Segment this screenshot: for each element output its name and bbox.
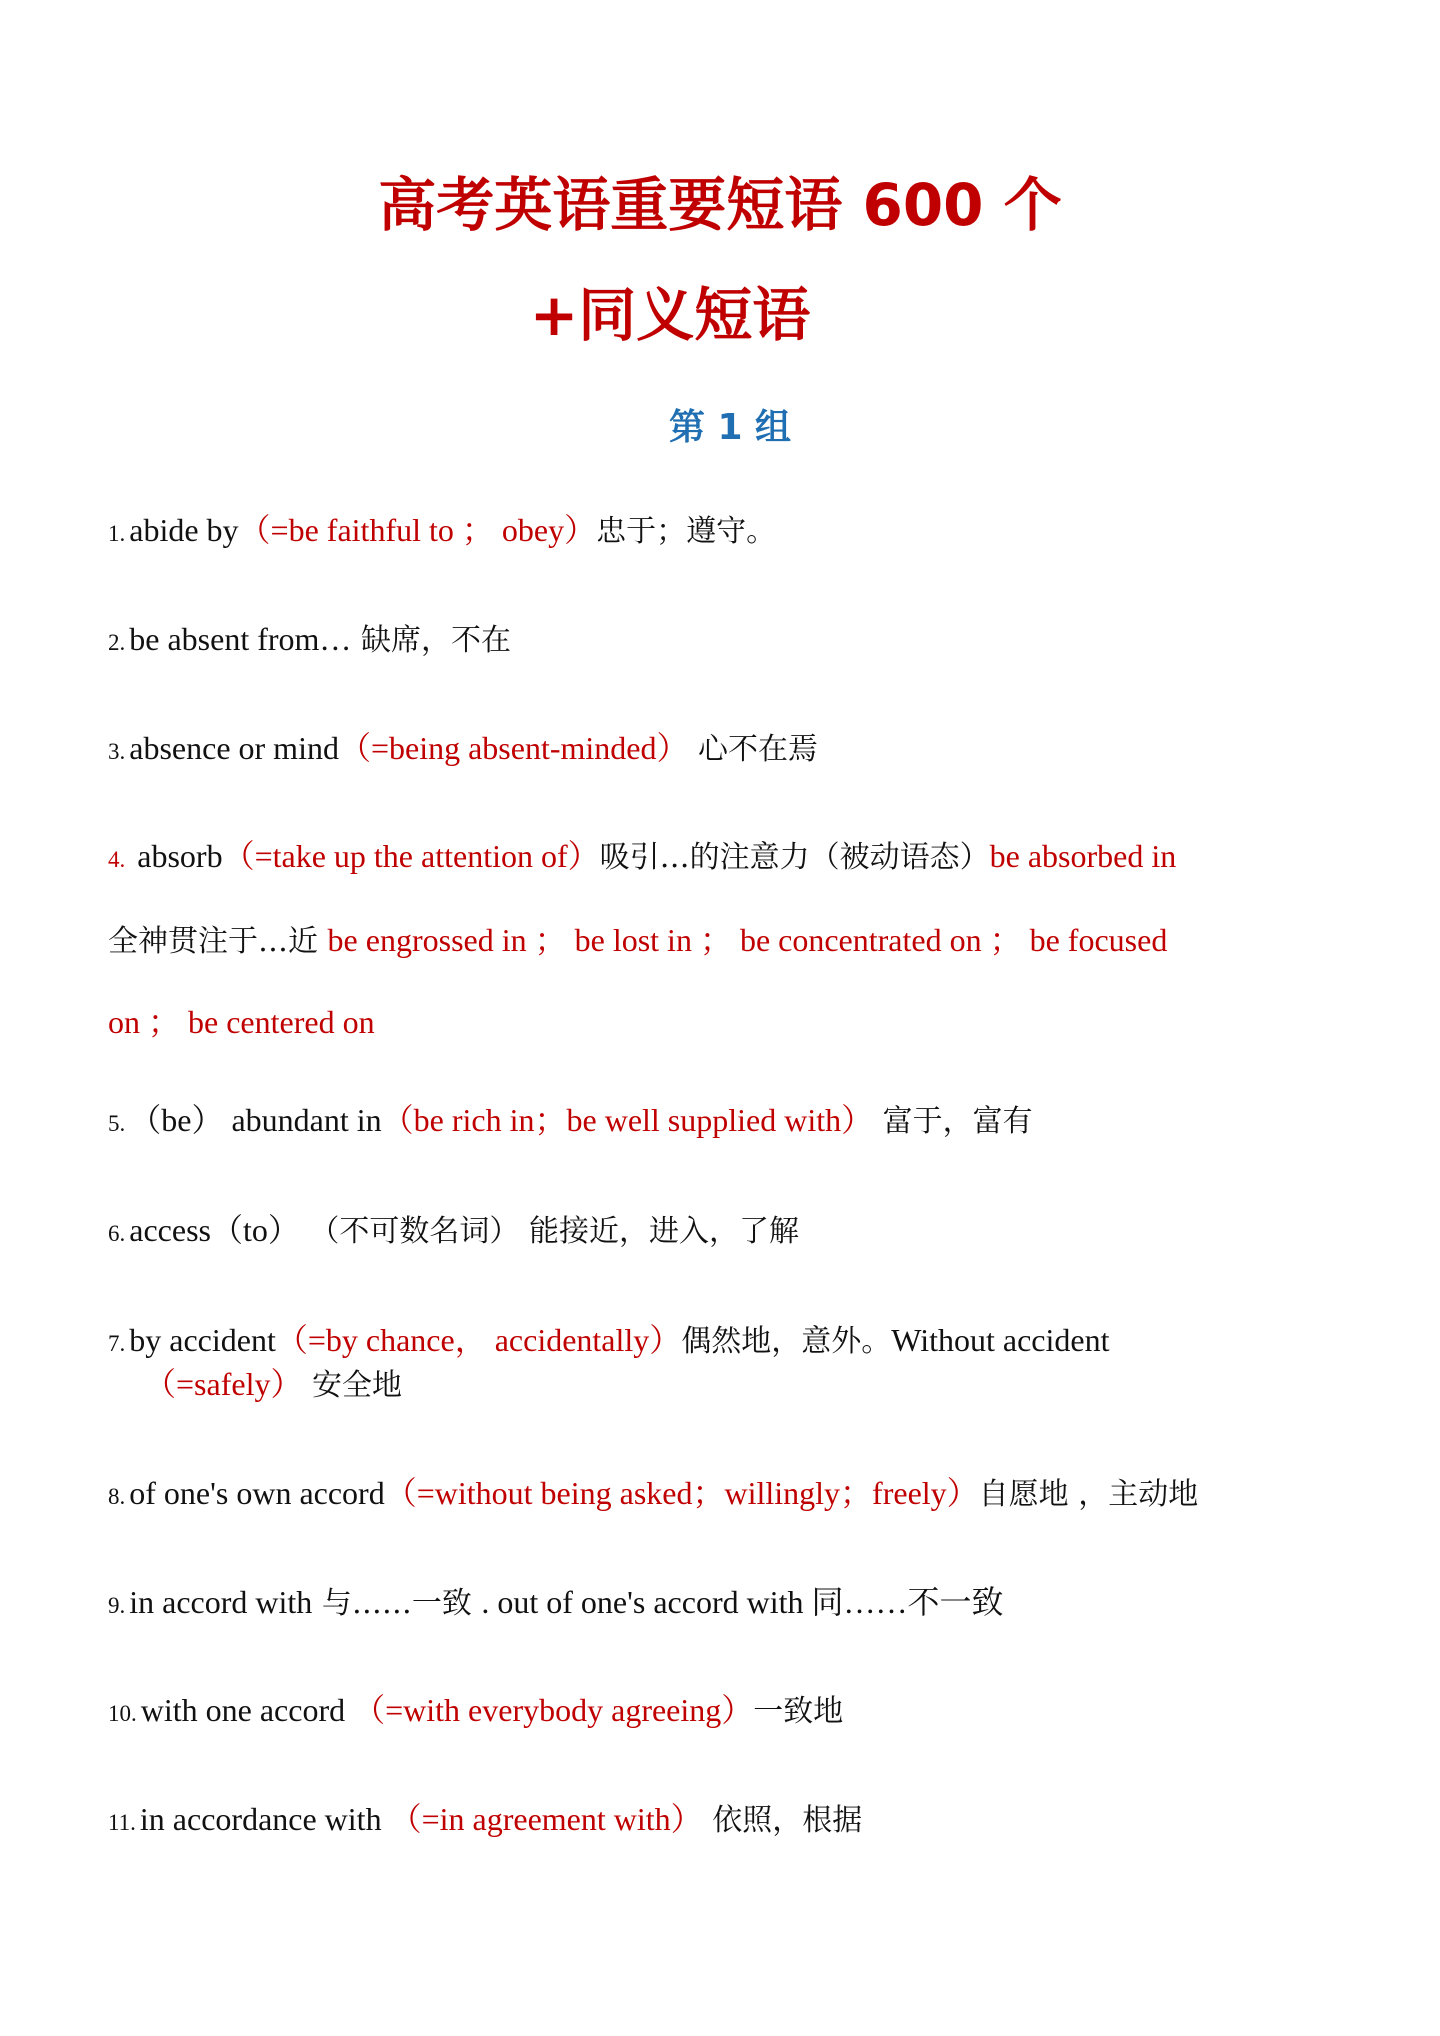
entry-phrase: be absent from… bbox=[129, 621, 352, 657]
entry-phrase: absence or mind bbox=[129, 730, 339, 766]
entry-phrase: access（to） bbox=[129, 1212, 300, 1248]
entry-number: 11. bbox=[108, 1810, 136, 1835]
list-item bbox=[108, 1080, 1348, 1164]
entry-line-1 bbox=[108, 1318, 1348, 1362]
entry-line2-synonyms: be engrossed in ； be lost in ； be concentrated on ； be focused bbox=[327, 922, 1168, 958]
entry-line-2 bbox=[108, 900, 1348, 982]
entry-number: 1. bbox=[108, 521, 126, 546]
list-item bbox=[108, 599, 1348, 683]
document-title-line-1: 高考英语重要短语 600 个 bbox=[378, 171, 1062, 239]
list-item bbox=[108, 1562, 1348, 1646]
entry-number: 8. bbox=[108, 1484, 126, 1509]
entry-line2-synonyms: （=safely） bbox=[144, 1366, 303, 1402]
entry-synonyms: （=take up the attention of） bbox=[222, 838, 600, 874]
entry-number: 5. bbox=[108, 1111, 126, 1136]
entry-meaning: 与……一致 bbox=[312, 1586, 482, 1621]
entry-synonyms: （=be faithful to ； obey） bbox=[238, 512, 597, 548]
entry-synonyms: （=by chance， accidentally） bbox=[275, 1322, 682, 1358]
entry-meaning: 缺席，不在 bbox=[351, 623, 511, 658]
list-item bbox=[108, 816, 1348, 1062]
entry-phrase: in accord with bbox=[129, 1584, 313, 1620]
entry-phrase: （be） abundant in bbox=[129, 1102, 382, 1138]
entry-extra: . out of one's accord with 同……不一致 bbox=[481, 1584, 1004, 1620]
list-item bbox=[108, 1190, 1348, 1274]
entry-phrase: with one accord bbox=[140, 1692, 346, 1728]
entry-number: 4. bbox=[108, 847, 126, 872]
entry-meaning: 一致地 bbox=[753, 1694, 844, 1729]
entry-phrase: in accordance with bbox=[139, 1801, 382, 1837]
entry-line-3: on ； be centered on bbox=[108, 1004, 375, 1040]
list-item bbox=[108, 1779, 1348, 1863]
entry-meaning: （不可数名词） 能接近，进入，了解 bbox=[299, 1214, 799, 1249]
entry-meaning: 忠于；遵守。 bbox=[596, 514, 777, 549]
entry-meaning: 富于，富有 bbox=[873, 1104, 1033, 1139]
entry-phrase: by accident bbox=[129, 1322, 276, 1358]
list-item bbox=[108, 1670, 1348, 1754]
entry-extra: Without accident bbox=[891, 1322, 1110, 1358]
group-heading: 第 1 组 bbox=[668, 407, 792, 448]
entry-number: 2. bbox=[108, 630, 126, 655]
entry-line2-meaning: 安全地 bbox=[302, 1368, 403, 1403]
entry-meaning: 吸引…的注意力（被动语态） bbox=[599, 840, 990, 875]
list-item bbox=[108, 1453, 1348, 1537]
entry-meaning: 依照，根据 bbox=[702, 1803, 863, 1838]
entry-extra: be absorbed in bbox=[989, 838, 1177, 874]
entry-phrase: absorb bbox=[137, 838, 223, 874]
entry-meaning: 心不在焉 bbox=[688, 732, 819, 767]
entry-number: 7. bbox=[108, 1331, 126, 1356]
entry-number: 3. bbox=[108, 739, 126, 764]
entry-synonyms: （=without being asked；willingly；freely） bbox=[384, 1475, 979, 1511]
list-item bbox=[108, 1300, 1348, 1406]
entry-synonyms: （=with everybody agreeing） bbox=[345, 1692, 754, 1728]
entry-synonyms: （=in agreement with） bbox=[381, 1801, 703, 1837]
entry-number: 10. bbox=[108, 1701, 137, 1726]
entry-number: 6. bbox=[108, 1221, 126, 1246]
entry-line-1 bbox=[108, 816, 1348, 900]
document-title-line-2: +同义短语 bbox=[529, 281, 811, 349]
list-item bbox=[108, 490, 1348, 574]
entry-phrase: abide by bbox=[129, 512, 239, 548]
entry-phrase: of one's own accord bbox=[129, 1475, 385, 1511]
entry-meaning: 偶然地，意外。 bbox=[681, 1324, 892, 1359]
entry-line2-meaning: 全神贯注于…近 bbox=[108, 924, 328, 959]
list-item bbox=[108, 708, 1348, 792]
entry-number: 9. bbox=[108, 1593, 126, 1618]
entry-synonyms: （be rich in；be well supplied with） bbox=[381, 1102, 874, 1138]
entry-synonyms: （=being absent-minded） bbox=[338, 730, 689, 766]
entry-line-2 bbox=[108, 1362, 1348, 1406]
entry-meaning: 自愿地 ，主动地 bbox=[978, 1477, 1199, 1512]
